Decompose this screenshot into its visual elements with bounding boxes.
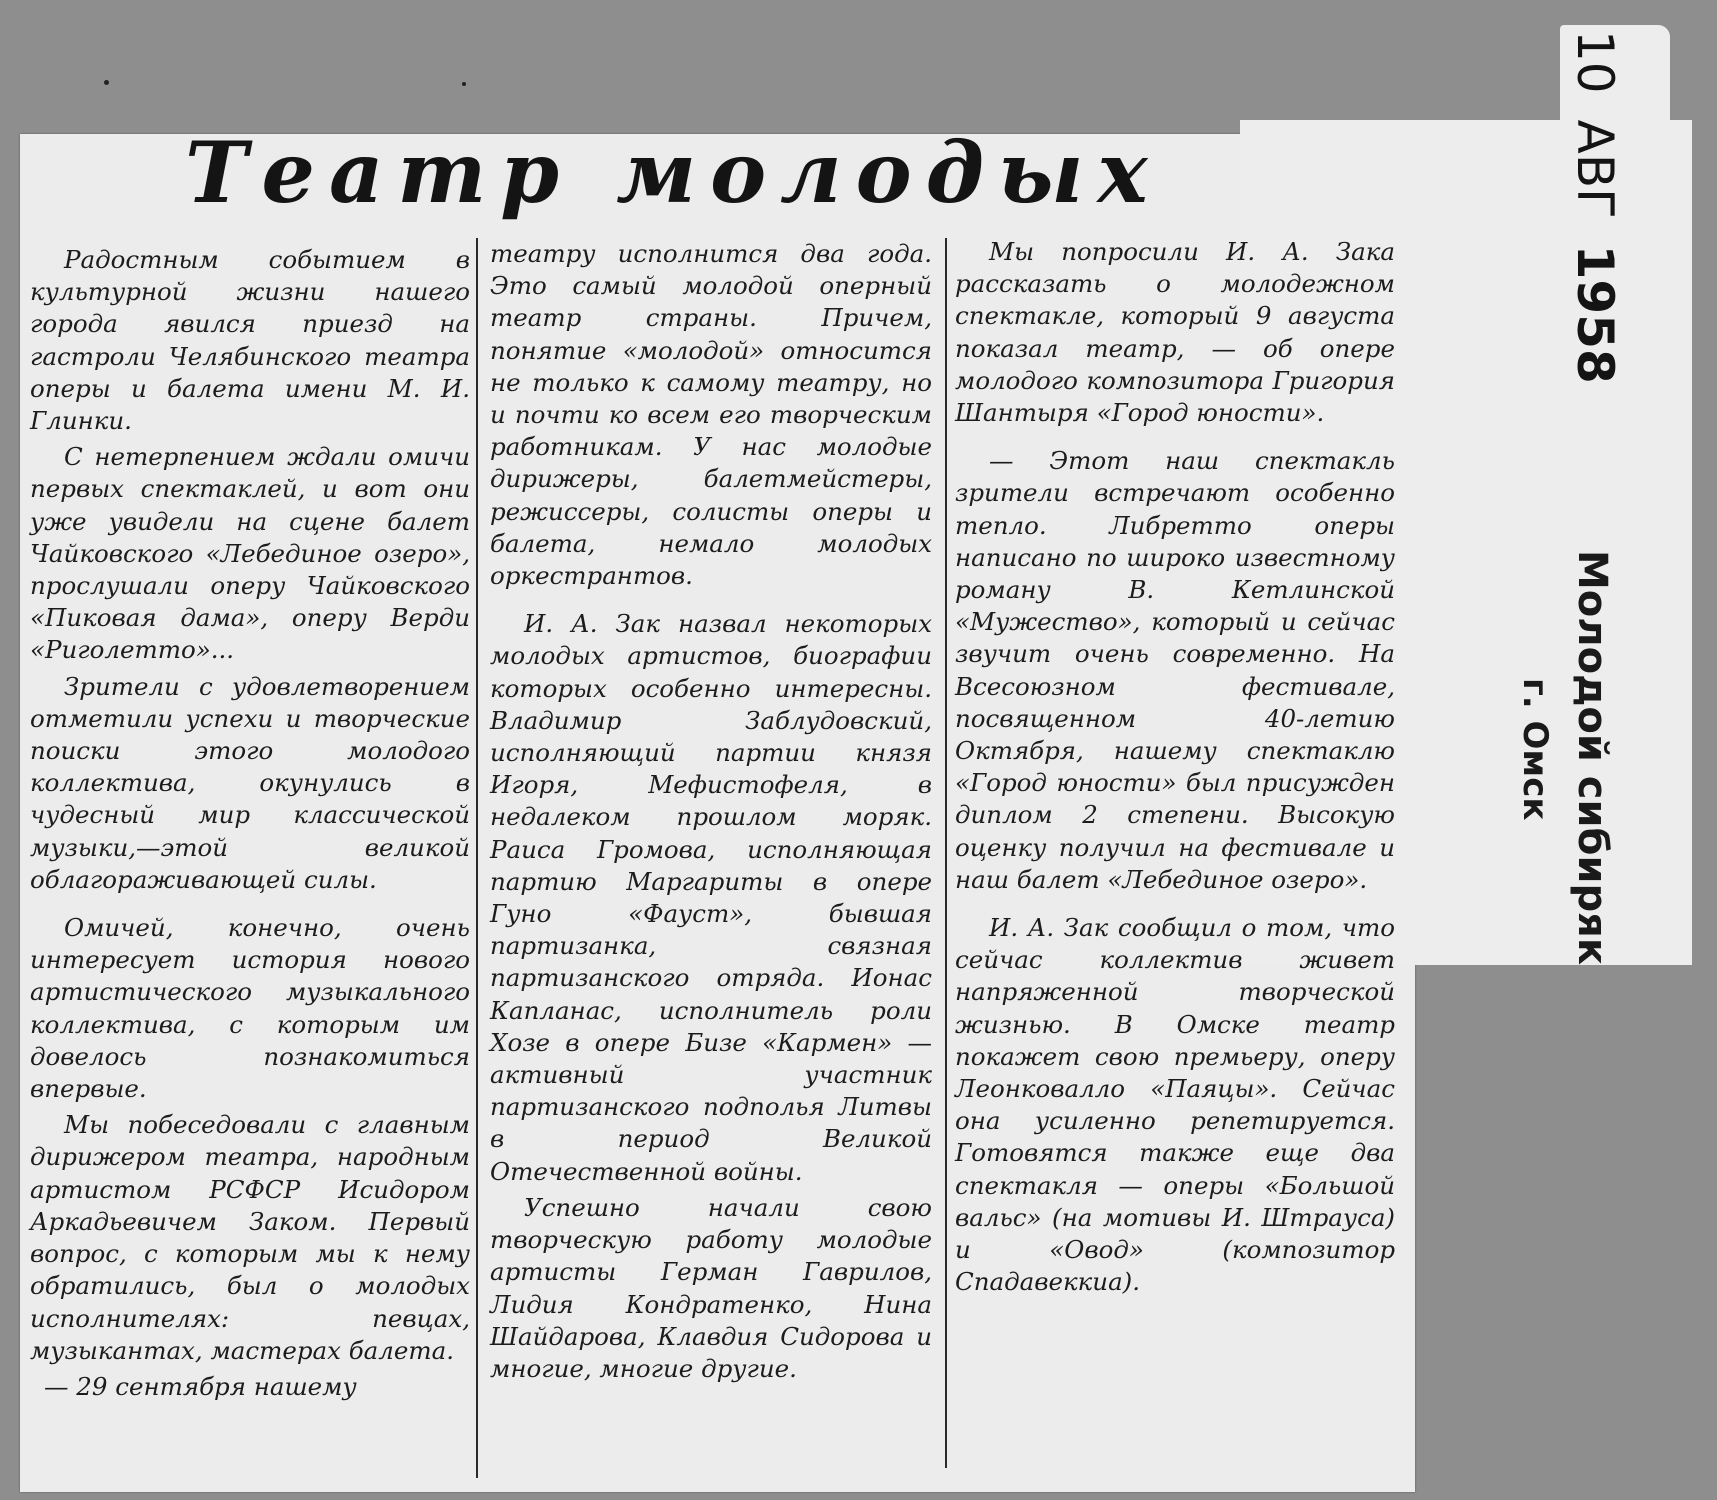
paragraph: Успешно начали свою творческую работу молодые артисты Герман Гаврилов, Лидия Кондратенко, Нина Шайдарова, Клавдия Сидорова и многие, многие другие. (490, 1192, 932, 1383)
column-rule (945, 238, 947, 1468)
dust-speck (104, 80, 109, 85)
paragraph: Радостным событием в культурной жизни нашего города явился приезд на гастроли Челябинского театра оперы и балета имени М. И. Глинки. (30, 245, 470, 436)
date-stamp-month: АВГ (1566, 119, 1624, 219)
article-column-1 (30, 244, 470, 1407)
paragraph: Омичей, конечно, очень интересует история нового артистического музыкального коллектива, с которым им довелось познакомиться впервые. (30, 913, 470, 1104)
article-column-2 (490, 238, 932, 1389)
paragraph: Мы побеседовали с главным дирижером театра, народным артистом РСФСР Исидором Аркадьевичем Заком. Первый вопрос, с которым мы к нему обратились, был о молодых исполнителях: певцах, музыкантах, мастерах балета. (30, 1110, 470, 1365)
paragraph: С нетерпением ждали омичи первых спектаклей, и вот они уже увидели на сцене балет Чайковского «Лебединое озеро», прослушали оперу Чайковского «Пиковая дама», оперу Верди «Риголетто»... (30, 442, 470, 665)
paragraph: Мы попросили И. А. Зака рассказать о молодежном спектакле, который 9 августа показал театр, — об опере молодого композитора Григория Шантыря «Город юности». (955, 237, 1395, 428)
paragraph: — Этот наш спектакль зрители встречают особенно тепло. Либретто оперы написано по широко известному роману В. Кетлинской «Мужество», который и сейчас звучит очень современно. На Всесоюзном фестивале, посвященном 40-летию Октября, нашему спектаклю «Город юности» был присужден диплом 2 степени. Высокую оценку получил на фестивале и наш балет «Лебединое озеро». (955, 446, 1395, 894)
dust-speck (462, 82, 466, 86)
paragraph: И. А. Зак сообщил о том, что сейчас коллектив живет напряженной творческой жизнью. В Омске театр покажет свою премьеру, оперу Леонковалло «Паяцы». Сейчас она усиленно репетируется. Готовятся также еще два спектакля — оперы «Большой вальс» (на мотивы И. Штрауса) и «Овод» (композитор Спадавеккиа). (955, 913, 1395, 1297)
column-rule (476, 238, 478, 1478)
article-column-3 (955, 236, 1395, 1303)
paragraph: И. А. Зак назвал некоторых молодых артистов, биографии которых особенно интересны. Владимир Заблудовский, исполняющий партии князя Игоря, Мефистофеля, в недалеком прошлом моряк. Раиса Громова, исполняющая партию Маргариты в опере Гуно «Фауст», бывшая партизанка, связная партизанского отряда. Ионас Капланас, исполнитель роли Хозе в опере Бизе «Кармен» — активный участник партизанского подполья Литвы в период Великой Отечественной войны. (490, 609, 932, 1186)
date-stamp-day: 10 (1566, 30, 1624, 94)
source-stamp: Молодой сибиряк (1569, 550, 1615, 965)
date-stamp-year: 1958 (1566, 244, 1624, 384)
paragraph: театру исполнится два года. Это самый молодой оперный театр страны. Причем, понятие «молодой» относится не только к самому театру, но и почти ко всем его творческим работникам. У нас молодые дирижеры, балетмейстеры, режиссеры, солисты оперы и балета, немало молодых оркестрантов. (490, 239, 932, 591)
city-stamp: г. Омск (1515, 678, 1555, 821)
paragraph: Зрители с удовлетворением отметили успехи и творческие поиски этого молодого коллектива, окунулись в чудесный мир классической музыки,—этой великой облагораживающей силы. (30, 671, 470, 894)
headline: Театр молодых (185, 123, 1162, 222)
paragraph: — 29 сентября нашему (44, 1371, 357, 1401)
date-stamp (1555, 30, 1635, 384)
